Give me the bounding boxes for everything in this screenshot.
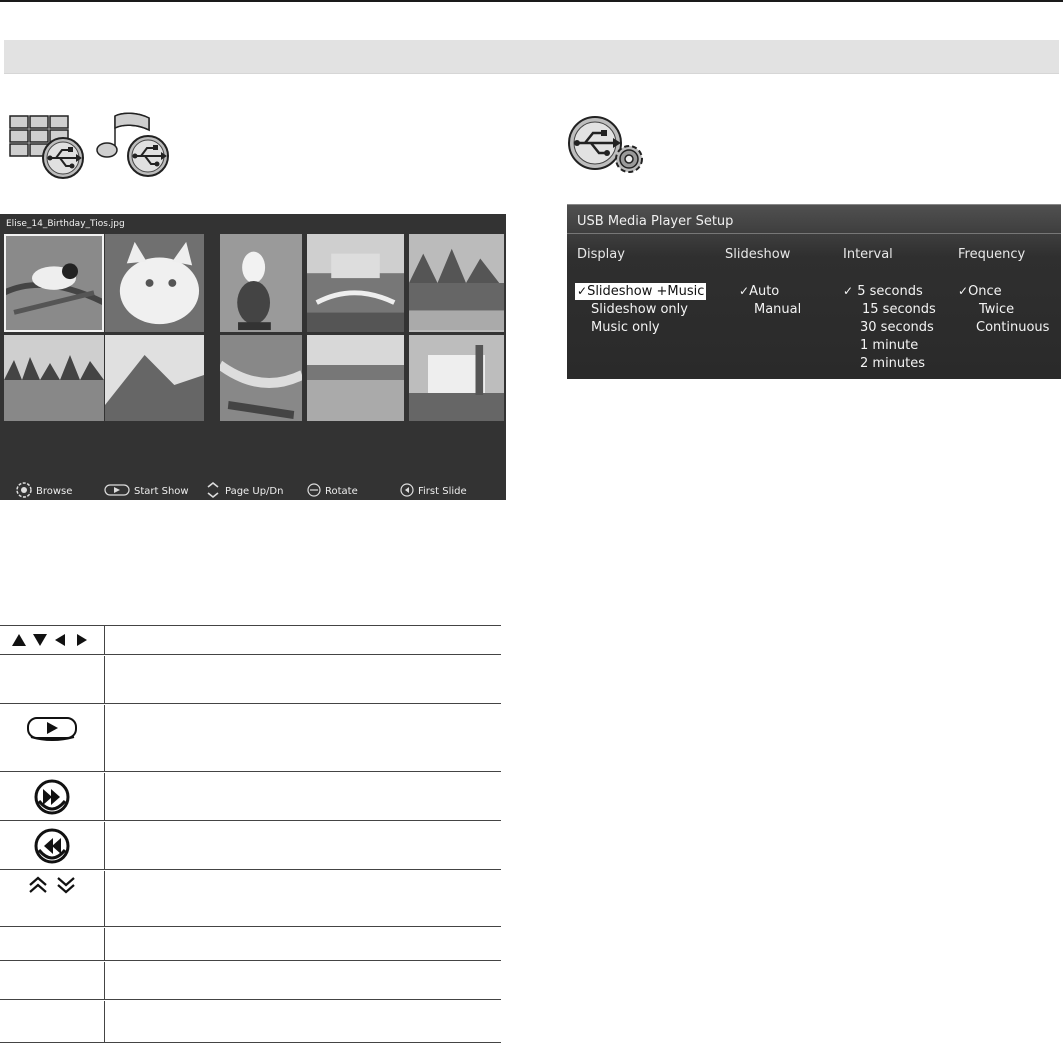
key-row-8 <box>0 962 501 1000</box>
setup-title: USB Media Player Setup <box>577 214 734 229</box>
check-icon: ✓ <box>958 284 969 298</box>
hint-label: Browse <box>36 485 73 497</box>
key-row-play <box>0 705 501 772</box>
key-row-2 <box>0 656 501 704</box>
key-row-7 <box>0 928 501 961</box>
interval-option-5-seconds[interactable]: ✓ 5 seconds <box>843 284 923 299</box>
photo-thumbnail-lake[interactable] <box>4 335 104 421</box>
frequency-option-once[interactable]: ✓Once <box>958 284 1002 299</box>
key-row-fast-forward <box>0 773 501 821</box>
hint-start-show <box>104 484 189 498</box>
music-usb-icon <box>93 110 173 180</box>
frequency-option-continuous[interactable]: Continuous <box>976 320 1050 335</box>
usb-media-player-setup-panel <box>567 204 1061 379</box>
play-key-icon <box>0 705 105 771</box>
frequency-option-twice[interactable]: Twice <box>979 302 1015 317</box>
display-option-slideshow-music[interactable]: ✓Slideshow +Music <box>577 284 705 299</box>
key-cell-empty <box>0 928 105 960</box>
slideshow-option-manual[interactable]: Manual <box>754 302 802 317</box>
hint-label: Page Up/Dn <box>225 485 284 497</box>
page-up-down-icon <box>0 871 105 926</box>
arrow-keys-icon <box>0 626 105 654</box>
first-slide-icon <box>400 483 414 500</box>
fast-forward-icon <box>0 773 105 820</box>
key-cell-empty <box>0 656 105 703</box>
hint-browse <box>16 484 72 498</box>
hint-label: Start Show <box>134 485 189 497</box>
photo-thumbnail-canyon[interactable] <box>220 335 302 421</box>
photo-thumbnail-bridge[interactable] <box>307 234 404 332</box>
rotate-icon <box>307 483 321 500</box>
interval-heading: Interval <box>843 247 893 262</box>
photo-thumbnail-beach[interactable] <box>307 335 404 421</box>
key-row-9 <box>0 1001 501 1043</box>
check-icon: ✓ <box>577 284 588 298</box>
section-header-bar <box>4 40 1059 74</box>
current-filename: Elise_14_Birthday_Tios.jpg <box>6 219 125 229</box>
dpad-icon <box>16 482 32 501</box>
photo-thumbnail-dog[interactable] <box>220 234 302 332</box>
usb-setup-gear-icon <box>565 115 655 180</box>
check-icon: ✓ <box>739 284 750 298</box>
setup-divider <box>567 233 1061 234</box>
key-cell-empty <box>0 962 105 999</box>
slideshow-heading: Slideshow <box>725 247 791 262</box>
photo-thumbnail-forest[interactable] <box>409 234 504 332</box>
play-button-icon <box>104 484 130 499</box>
page-updown-icon <box>205 481 221 502</box>
hint-rotate <box>307 484 358 498</box>
interval-option-15-seconds[interactable]: 15 seconds <box>862 302 936 317</box>
check-icon: ✓ <box>843 284 854 298</box>
hint-label: First Slide <box>418 485 467 497</box>
frequency-heading: Frequency <box>958 247 1026 262</box>
hint-first-slide <box>400 484 467 498</box>
interval-option-2-minutes[interactable]: 2 minutes <box>860 356 926 371</box>
interval-option-30-seconds[interactable]: 30 seconds <box>860 320 934 335</box>
hint-page-updown <box>205 484 283 498</box>
display-heading: Display <box>577 247 625 262</box>
photo-thumbnail-panda[interactable] <box>4 234 104 332</box>
rewind-icon <box>0 822 105 869</box>
key-row-rewind <box>0 822 501 870</box>
photo-thumbnail-building[interactable] <box>409 335 504 421</box>
slideshow-option-auto[interactable]: ✓Auto <box>739 284 780 299</box>
display-option-slideshow-only[interactable]: Slideshow only <box>591 302 688 317</box>
top-rule <box>0 0 1063 2</box>
photo-thumbnail-cat[interactable] <box>105 234 204 332</box>
photo-thumbnail-mountain[interactable] <box>105 335 204 421</box>
interval-option-1-minute[interactable]: 1 minute <box>860 338 919 353</box>
display-option-music-only[interactable]: Music only <box>591 320 660 335</box>
key-row-page-updown <box>0 871 501 927</box>
key-row-arrows <box>0 626 501 655</box>
hint-label: Rotate <box>325 485 358 497</box>
photo-usb-icon <box>8 114 88 180</box>
key-cell-empty <box>0 1001 105 1042</box>
